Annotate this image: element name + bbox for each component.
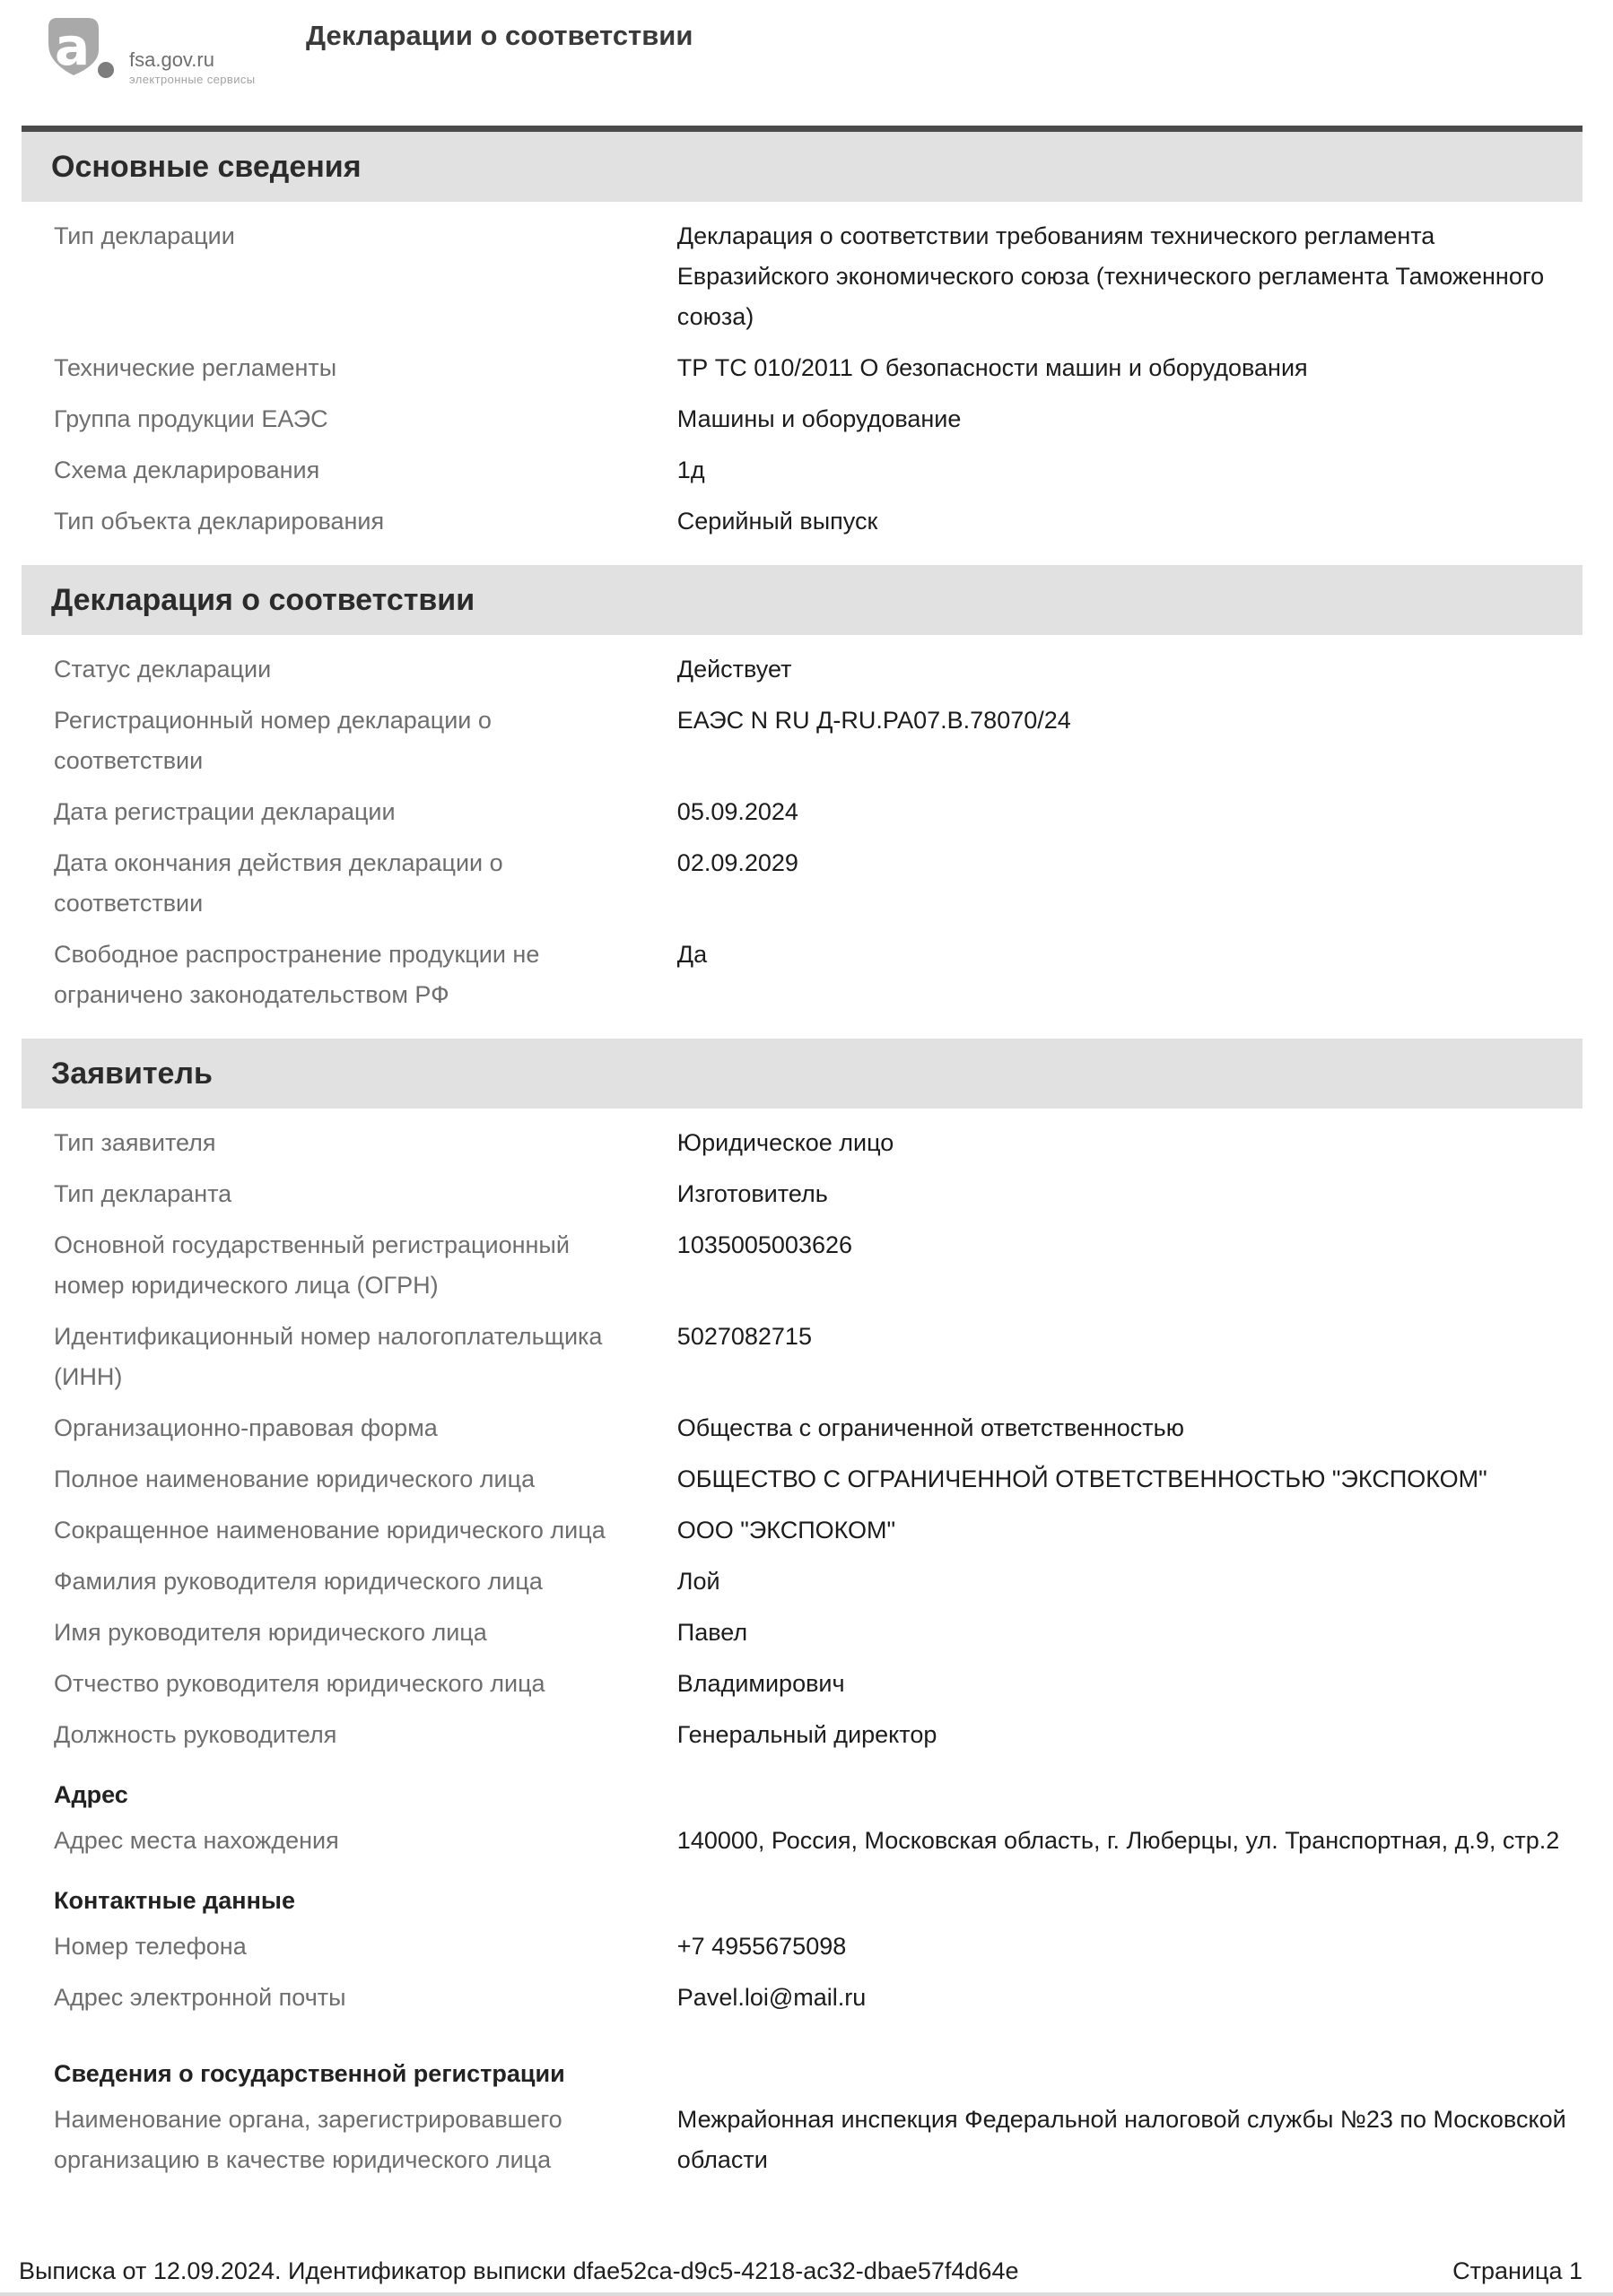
svg-text:a: a — [55, 16, 91, 77]
subsection-title-state-registration: Сведения о государственной регистрации — [54, 2060, 565, 2087]
fsa-shield-a-icon — [43, 14, 120, 83]
field-row — [22, 838, 1582, 929]
field-value: ОБЩЕСТВО С ОГРАНИЧЕННОЙ ОТВЕТСТВЕННОСТЬЮ "ЭКСПОКОМ" — [676, 1465, 1487, 1492]
field-value: Действует — [676, 656, 792, 683]
field-label: Тип заявителя — [54, 1129, 216, 1156]
field-label: Тип объекта декларирования — [54, 508, 385, 535]
field-label: Адрес места нахождения — [54, 1827, 339, 1854]
field-value: Изготовитель — [676, 1180, 828, 1207]
field-row — [22, 1972, 1582, 2023]
footer-page-number: Страница 1 — [1452, 2257, 1582, 2284]
field-label: Основной государственный регистрационный номер юридического лица (ОГРН) — [54, 1231, 570, 1299]
section-header: Декларация о соответствии — [22, 565, 1582, 635]
field-value: ТР ТС 010/2011 О безопасности машин и оборудования — [676, 354, 1308, 381]
field-row — [22, 496, 1582, 547]
field-value: Юридическое лицо — [676, 1129, 894, 1156]
field-value: Декларация о соответствии требованиям технического регламента Евразийского экономического союза (технического регламента Таможенного союза) — [676, 222, 1545, 330]
field-label: Технические регламенты — [54, 354, 337, 381]
field-label: Тип декларанта — [54, 1180, 232, 1207]
field-row — [22, 1403, 1582, 1454]
field-row — [22, 445, 1582, 496]
field-label: Группа продукции ЕАЭС — [54, 405, 328, 432]
field-value: +7 4955675098 — [676, 1933, 847, 1960]
field-value: Лой — [676, 1568, 720, 1595]
field-row — [22, 1709, 1582, 1761]
document-header — [0, 0, 1613, 126]
field-label: Сокращенное наименование юридического лица — [54, 1517, 606, 1544]
subsection-title-contacts: Контактные данные — [54, 1887, 295, 1914]
subsection-title-address: Адрес — [54, 1781, 128, 1808]
field-label: Наименование органа, зарегистрировавшего организацию в качестве юридического лица — [54, 2106, 562, 2173]
field-row — [22, 1815, 1582, 1866]
field-label: Адрес электронной почты — [54, 1984, 346, 2011]
field-value: Павел — [676, 1619, 748, 1646]
field-row — [22, 1169, 1582, 1220]
page-title: Декларации о соответствии — [306, 20, 693, 51]
field-label: Имя руководителя юридического лица — [54, 1619, 487, 1646]
field-label: Дата окончания действия декларации о соответствии — [54, 849, 503, 917]
logo-text — [129, 14, 256, 88]
section-applicant — [22, 1039, 1582, 2191]
field-row — [22, 1607, 1582, 1658]
field-row — [22, 644, 1582, 695]
section-main-info — [22, 126, 1582, 552]
field-value: Машины и оборудование — [676, 405, 962, 432]
field-row — [22, 1220, 1582, 1311]
field-label: Свободное распространение продукции не ограничено законодательством РФ — [54, 941, 540, 1008]
field-value: ЕАЭС N RU Д-RU.РА07.В.78070/24 — [676, 707, 1071, 734]
field-row — [22, 1505, 1582, 1556]
logo-brand: fsa.gov.ru — [129, 48, 214, 71]
field-label: Отчество руководителя юридического лица — [54, 1670, 545, 1697]
field-label: Схема декларирования — [54, 457, 320, 483]
field-row — [22, 2094, 1582, 2186]
field-label: Идентификационный номер налогоплательщика (ИНН) — [54, 1323, 603, 1390]
field-row — [22, 1921, 1582, 1972]
field-row — [22, 394, 1582, 445]
field-row — [22, 1311, 1582, 1403]
section-header: Заявитель — [22, 1039, 1582, 1109]
field-value: 1035005003626 — [676, 1231, 853, 1258]
document-body — [22, 126, 1582, 2191]
field-value: Да — [676, 941, 708, 968]
field-value: 140000, Россия, Московская область, г. Люберцы, ул. Транспортная, д.9, стр.2 — [676, 1827, 1560, 1854]
field-value: Генеральный директор — [676, 1721, 937, 1748]
field-value: 02.09.2029 — [676, 849, 798, 876]
field-label: Номер телефона — [54, 1933, 247, 1960]
field-value: Владимирович — [676, 1670, 845, 1697]
section-header: Основные сведения — [22, 126, 1582, 202]
fsa-logo — [43, 14, 256, 88]
field-row — [22, 211, 1582, 343]
field-row — [22, 787, 1582, 838]
field-label: Организационно-правовая форма — [54, 1414, 438, 1441]
field-value: Межрайонная инспекция Федеральной налоговой службы №23 по Московской области — [676, 2106, 1566, 2173]
field-label: Дата регистрации декларации — [54, 798, 396, 825]
page-footer — [19, 2257, 1582, 2285]
field-label: Регистрационный номер декларации о соответствии — [54, 707, 492, 774]
field-label: Должность руководителя — [54, 1721, 337, 1748]
field-label: Тип декларации — [54, 222, 235, 249]
field-row — [22, 1454, 1582, 1505]
field-row — [22, 1658, 1582, 1709]
field-label: Полное наименование юридического лица — [54, 1465, 536, 1492]
section-rows — [22, 1109, 1582, 2191]
field-value: Общества с ограниченной ответственностью — [676, 1414, 1184, 1441]
field-value: 5027082715 — [676, 1323, 812, 1350]
field-row — [22, 1118, 1582, 1169]
field-value: 1д — [676, 457, 705, 483]
field-value: Pavel.loi@mail.ru — [676, 1984, 867, 2011]
field-value: 05.09.2024 — [676, 798, 798, 825]
field-label: Фамилия руководителя юридического лица — [54, 1568, 543, 1595]
field-row — [22, 343, 1582, 394]
field-row — [22, 929, 1582, 1021]
section-declaration — [22, 565, 1582, 1026]
logo-tagline: электронные сервисы — [129, 73, 256, 86]
section-rows — [22, 635, 1582, 1026]
bottom-divider — [0, 2292, 1613, 2296]
field-row — [22, 695, 1582, 787]
field-value: ООО "ЭКСПОКОМ" — [676, 1517, 896, 1544]
field-value: Серийный выпуск — [676, 508, 878, 535]
section-rows — [22, 202, 1582, 552]
field-label: Статус декларации — [54, 656, 272, 683]
field-row — [22, 1556, 1582, 1607]
footer-extract-info: Выписка от 12.09.2024. Идентификатор выписки dfae52ca-d9c5-4218-ac32-dbae57f4d64e — [19, 2257, 1019, 2284]
